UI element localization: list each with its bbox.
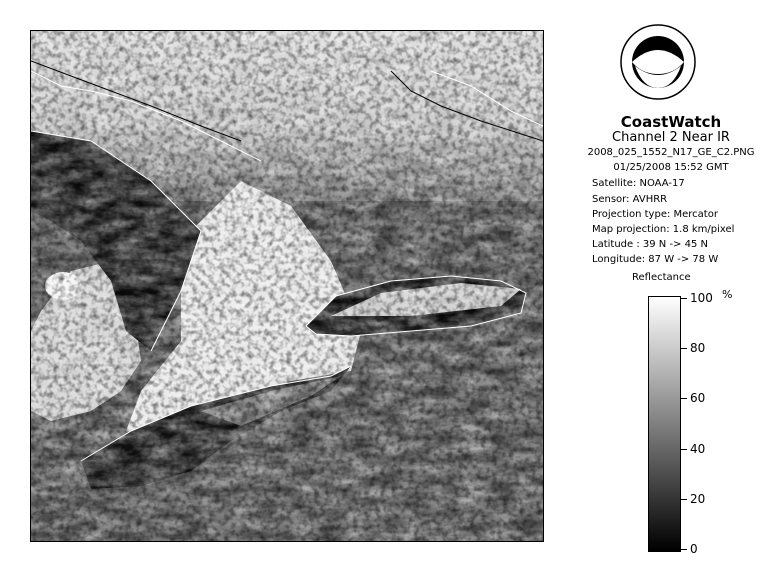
brand-title: CoastWatch [620,113,722,131]
colorbar-unit: % [722,288,733,301]
projection-type-label: Projection type: Mercator [592,209,718,220]
colorbar-tick-label: 60 [690,391,706,405]
filename-label: 2008_025_1552_N17_GE_C2.PNG [587,147,755,158]
colorbar-tick [681,499,687,500]
satellite-label: Satellite: NOAA-17 [592,178,685,189]
longitude-label: Longitude: 87 W -> 78 W [592,254,719,265]
colorbar [648,296,681,552]
satellite-map [30,30,544,542]
noaa-logo [618,22,698,108]
colorbar-tick [681,398,687,399]
colorbar-tick-label: 80 [690,341,706,355]
colorbar-tick [681,298,687,299]
map-projection-label: Map projection: 1.8 km/pixel [592,224,735,235]
latitude-label: Latitude : 39 N -> 45 N [592,239,708,250]
channel-label: Channel 2 Near IR [612,130,730,145]
colorbar-tick-label: 100 [690,291,713,305]
colorbar-tick-label: 20 [690,492,706,506]
surface-grain [31,31,543,541]
colorbar-tick [681,449,687,450]
sensor-label: Sensor: AVHRR [592,194,668,205]
colorbar-tick [681,549,687,550]
colorbar-tick-label: 0 [690,542,698,556]
colorbar-tick-label: 40 [690,442,706,456]
map-image [31,31,543,541]
noaa-logo-text: NOAA [644,53,672,63]
colorbar-title: Reflectance [632,272,691,283]
colorbar-tick [681,348,687,349]
datetime-label: 01/25/2008 15:52 GMT [613,162,729,173]
